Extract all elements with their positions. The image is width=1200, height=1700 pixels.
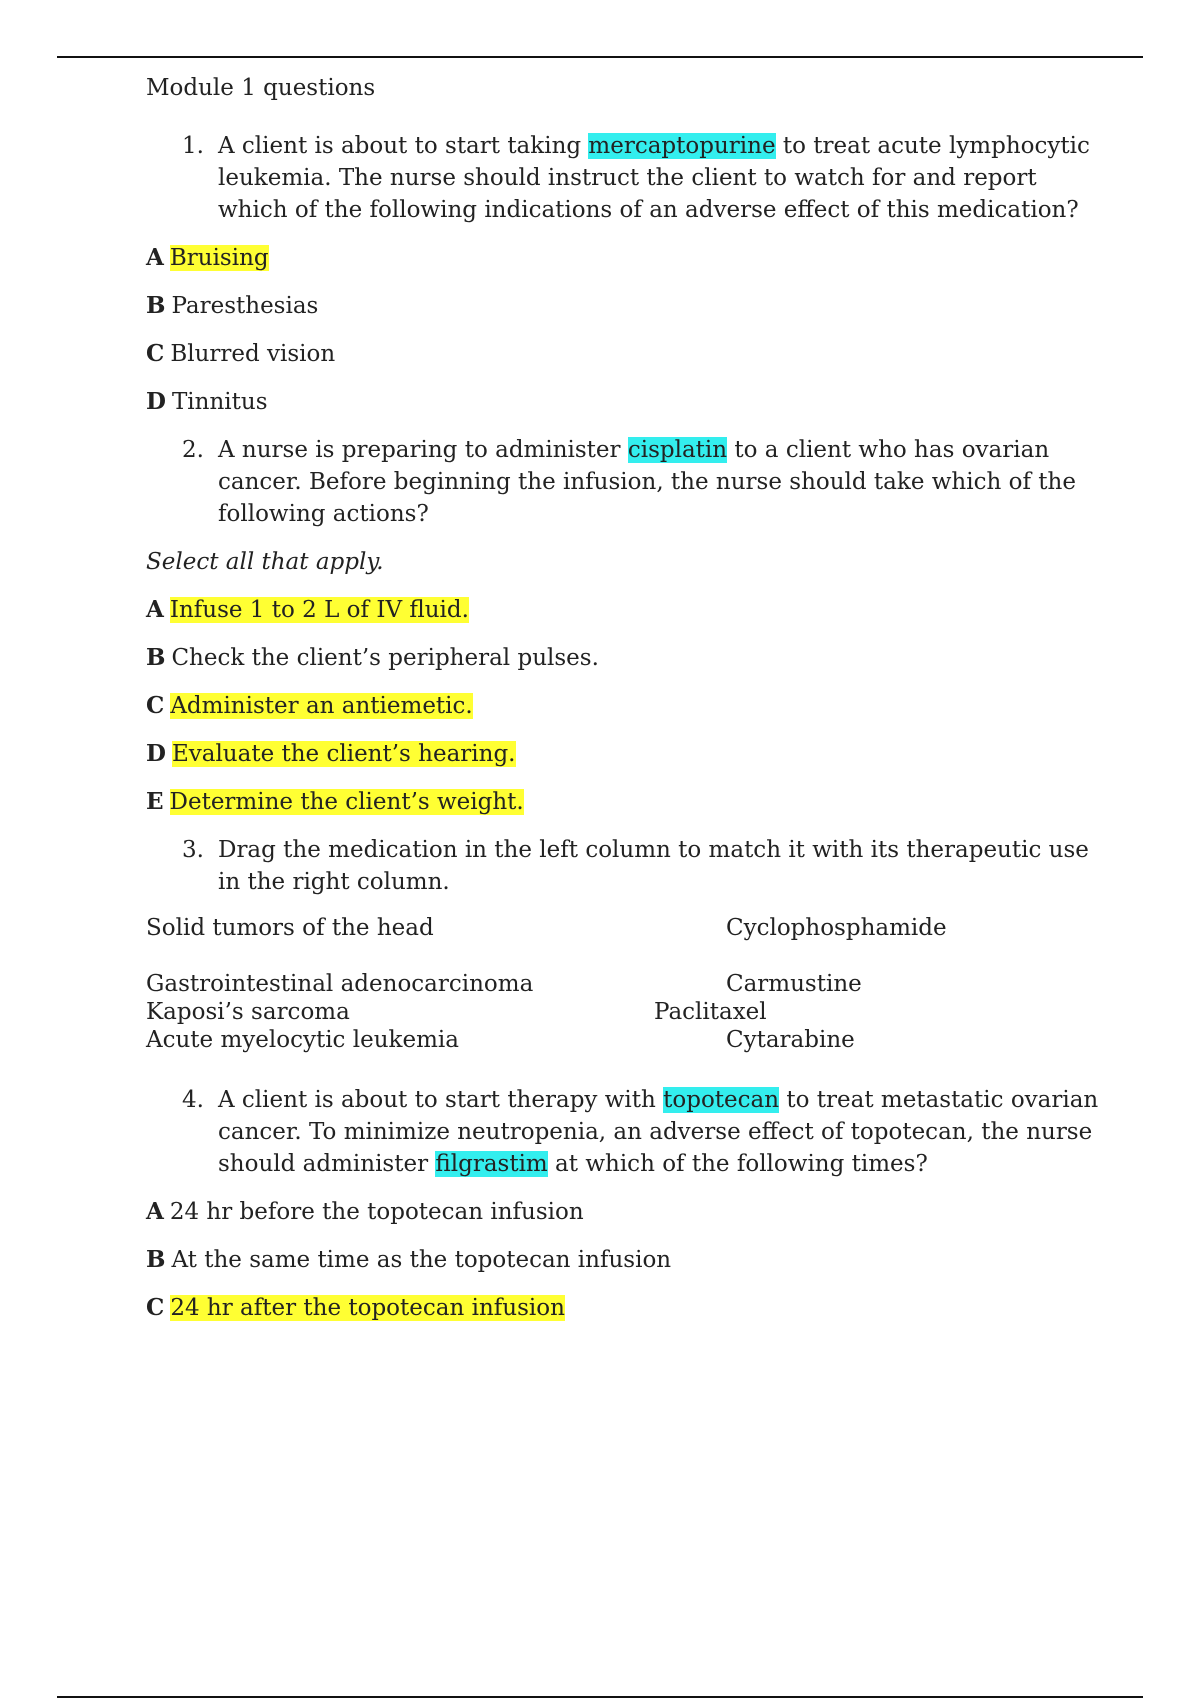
question-text: A nurse is preparing to administer cisplatin to a client who has ovarian cancer. Before beginning the infusion, the nurse should take which of the following actions? xyxy=(218,437,1076,527)
answer-highlight: Evaluate the client’s hearing. xyxy=(171,741,516,767)
question-1 xyxy=(182,130,1106,226)
option-1a: A Bruising xyxy=(146,244,269,271)
question-2 xyxy=(182,434,1106,530)
question-4 xyxy=(182,1084,1106,1180)
question-number: 3. xyxy=(182,837,204,863)
drug-highlight: filgrastim xyxy=(435,1151,548,1177)
answer-highlight: Administer an antiemetic. xyxy=(170,693,473,719)
page-title: Module 1 questions xyxy=(146,75,376,101)
document-page xyxy=(146,72,1106,1340)
question-number: 4. xyxy=(182,1087,204,1113)
match-right-item: Paclitaxel xyxy=(654,999,767,1025)
bottom-rule xyxy=(57,1696,1143,1698)
option-4b: B At the same time as the topotecan infusion xyxy=(146,1246,672,1273)
question-number: 1. xyxy=(182,133,204,159)
option-2c: C Administer an antiemetic. xyxy=(146,692,473,719)
answer-highlight: Bruising xyxy=(169,245,269,271)
option-4a: A 24 hr before the topotecan infusion xyxy=(146,1198,584,1225)
match-right-item: Cyclophosphamide xyxy=(726,915,947,941)
drug-highlight: topotecan xyxy=(663,1087,780,1113)
option-2d: D Evaluate the client’s hearing. xyxy=(146,740,516,767)
option-1c: C Blurred vision xyxy=(146,340,336,367)
answer-highlight: 24 hr after the topotecan infusion xyxy=(170,1295,565,1321)
option-2e: E Determine the client’s weight. xyxy=(146,788,524,815)
option-2a: A Infuse 1 to 2 L of IV fluid. xyxy=(146,596,469,623)
option-2b: B Check the client’s peripheral pulses. xyxy=(146,644,599,671)
match-right-item: Carmustine xyxy=(726,971,862,997)
match-left-item: Kaposi’s sarcoma xyxy=(146,999,350,1025)
select-all-note: Select all that apply. xyxy=(146,549,384,575)
drug-highlight: mercaptopurine xyxy=(588,133,776,159)
matching-table xyxy=(146,914,1106,1064)
match-left-item: Acute myelocytic leukemia xyxy=(146,1027,459,1053)
question-text: A client is about to start taking mercaptopurine to treat acute lymphocytic leukemia. The nurse should instruct the client to watch for and report which of the following indications of an adverse effect of this medication? xyxy=(218,133,1090,223)
question-3 xyxy=(182,834,1106,898)
question-number: 2. xyxy=(182,437,204,463)
drug-highlight: cisplatin xyxy=(627,437,728,463)
answer-highlight: Infuse 1 to 2 L of IV fluid. xyxy=(169,597,469,623)
option-1d: D Tinnitus xyxy=(146,388,268,415)
match-left-item: Gastrointestinal adenocarcinoma xyxy=(146,971,534,997)
question-text: Drag the medication in the left column to match it with its therapeutic use in the right column. xyxy=(218,837,1089,895)
question-text: A client is about to start therapy with topotecan to treat metastatic ovarian cancer. To minimize neutropenia, an adverse effect of topotecan, the nurse should administer filgrastim at which of the following times? xyxy=(218,1087,1099,1177)
answer-highlight: Determine the client’s weight. xyxy=(169,789,524,815)
option-1b: B Paresthesias xyxy=(146,292,319,319)
match-right-item: Cytarabine xyxy=(726,1027,855,1053)
match-left-item: Solid tumors of the head xyxy=(146,915,434,941)
option-4c: C 24 hr after the topotecan infusion xyxy=(146,1294,565,1321)
top-rule xyxy=(57,56,1143,58)
